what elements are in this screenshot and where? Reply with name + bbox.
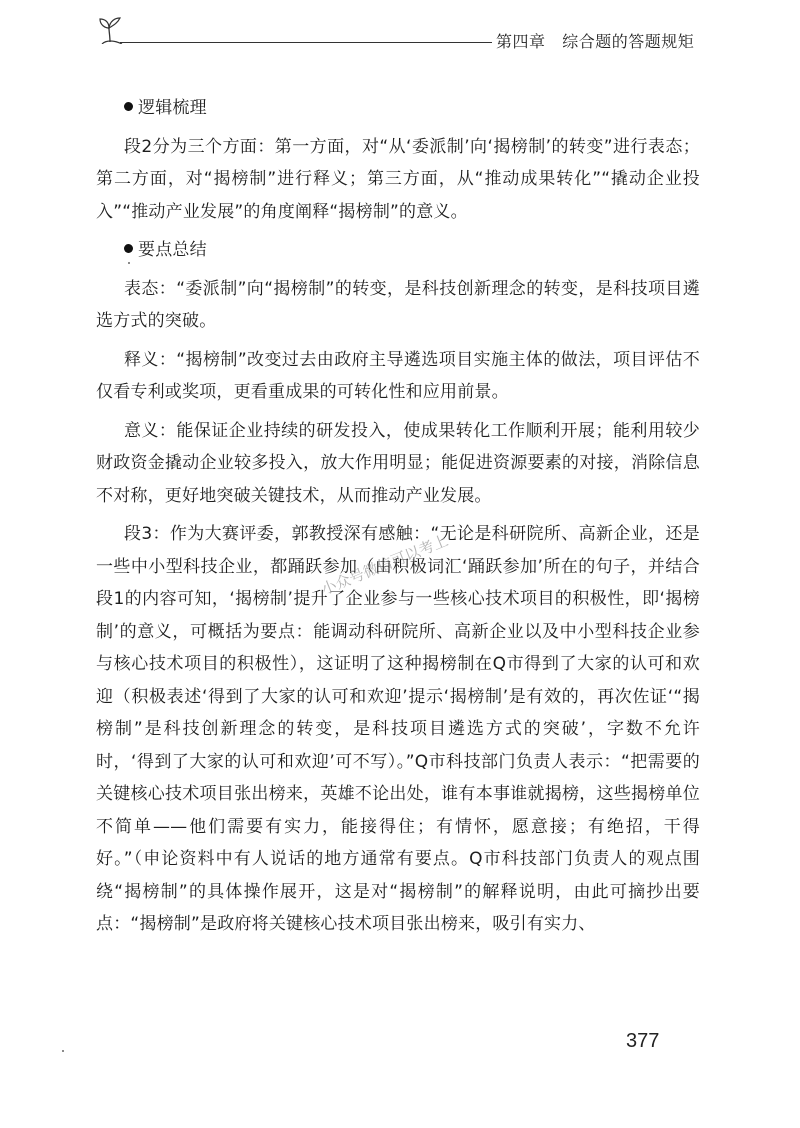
- paragraph-point-stance: 表态：“委派制”向“揭榜制”的转变，是科技创新理念的转变，是科技项目遴选方式的突破。: [96, 278, 700, 331]
- watermark: 小众号微信可以考上: [318, 531, 451, 599]
- scan-speck: [62, 1050, 64, 1052]
- bullet-icon: [124, 244, 133, 253]
- header-rule: [120, 42, 492, 43]
- page-header: [0, 0, 800, 60]
- sprout-icon: [96, 14, 124, 44]
- page-body: [96, 92, 700, 947]
- heading-text: 要点总结: [138, 240, 207, 260]
- running-header: [496, 29, 694, 52]
- heading-text: 逻辑梳理: [138, 98, 207, 118]
- paragraph-logic: 段2分为三个方面：第一方面，对“从‘委派制’向‘揭榜制’的转变”进行表态；第二方面，对“揭榜制”进行释义；第三方面，从“推动成果转化”“撬动企业投入”“推动产业发展”的角度阐释“揭榜制”的意义。: [96, 136, 700, 222]
- scan-speck: [128, 262, 130, 264]
- paragraph-section-3: 段3：作为大赛评委，郭教授深有感触：“无论是科研院所、高新企业，还是一些中小型科技企业，都踊跃参加（由积极词汇‘踊跃参加’所在的句子，并结合段1的内容可知，‘揭榜制’提升了企业参与一些核心技术项目的积极性，即‘揭榜制’的意义，可概括为要点：能调动科研院所、高新企业以及中小型科技企业参与核心技术项目的积极性），这证明了这种揭榜制在Q市得到了大家的认可和欢迎（积极表述‘得到了大家的认可和欢迎’提示‘揭榜制’是有效的，再次佐证‘“揭榜制”是科技创新理念的转变，是科技项目遴选方式的突破’，字数不允许时，‘得到了大家的认可和欢迎’可不写）。”Q市科技部门负责人表示：“把需要的关键核心技术项目张出榜来，英雄不论出处，谁有本事谁就揭榜，这些揭榜单位不简单——他们需要有实力，能接得住；有情怀，愿意接；有绝招，干得好。”（申论资料中有人说话的地方通常有要点。Q市科技部门负责人的观点围绕“揭榜制”的具体操作展开，这是对“揭榜制”的解释说明，由此可摘抄出要点：“揭榜制”是政府将关键核心技术项目张出榜来，吸引有实力、: [96, 524, 700, 934]
- paragraph-point-definition: 释义：“揭榜制”改变过去由政府主导遴选项目实施主体的做法，项目评估不仅看专利或奖项，更看重成果的可转化性和应用前景。: [96, 349, 700, 402]
- bullet-icon: [124, 102, 133, 111]
- chapter-number: 第四章: [496, 32, 546, 51]
- page-number: 377: [626, 1030, 660, 1052]
- section-heading-logic: [96, 92, 700, 125]
- chapter-title: 综合题的答题规矩: [562, 32, 695, 51]
- section-heading-points: [96, 234, 700, 267]
- paragraph-point-significance: 意义：能保证企业持续的研发投入，使成果转化工作顺利开展；能利用较少财政资金撬动企业较多投入，放大作用明显；能促进资源要素的对接，消除信息不对称，更好地突破关键技术，从而推动产业发展。: [96, 420, 700, 506]
